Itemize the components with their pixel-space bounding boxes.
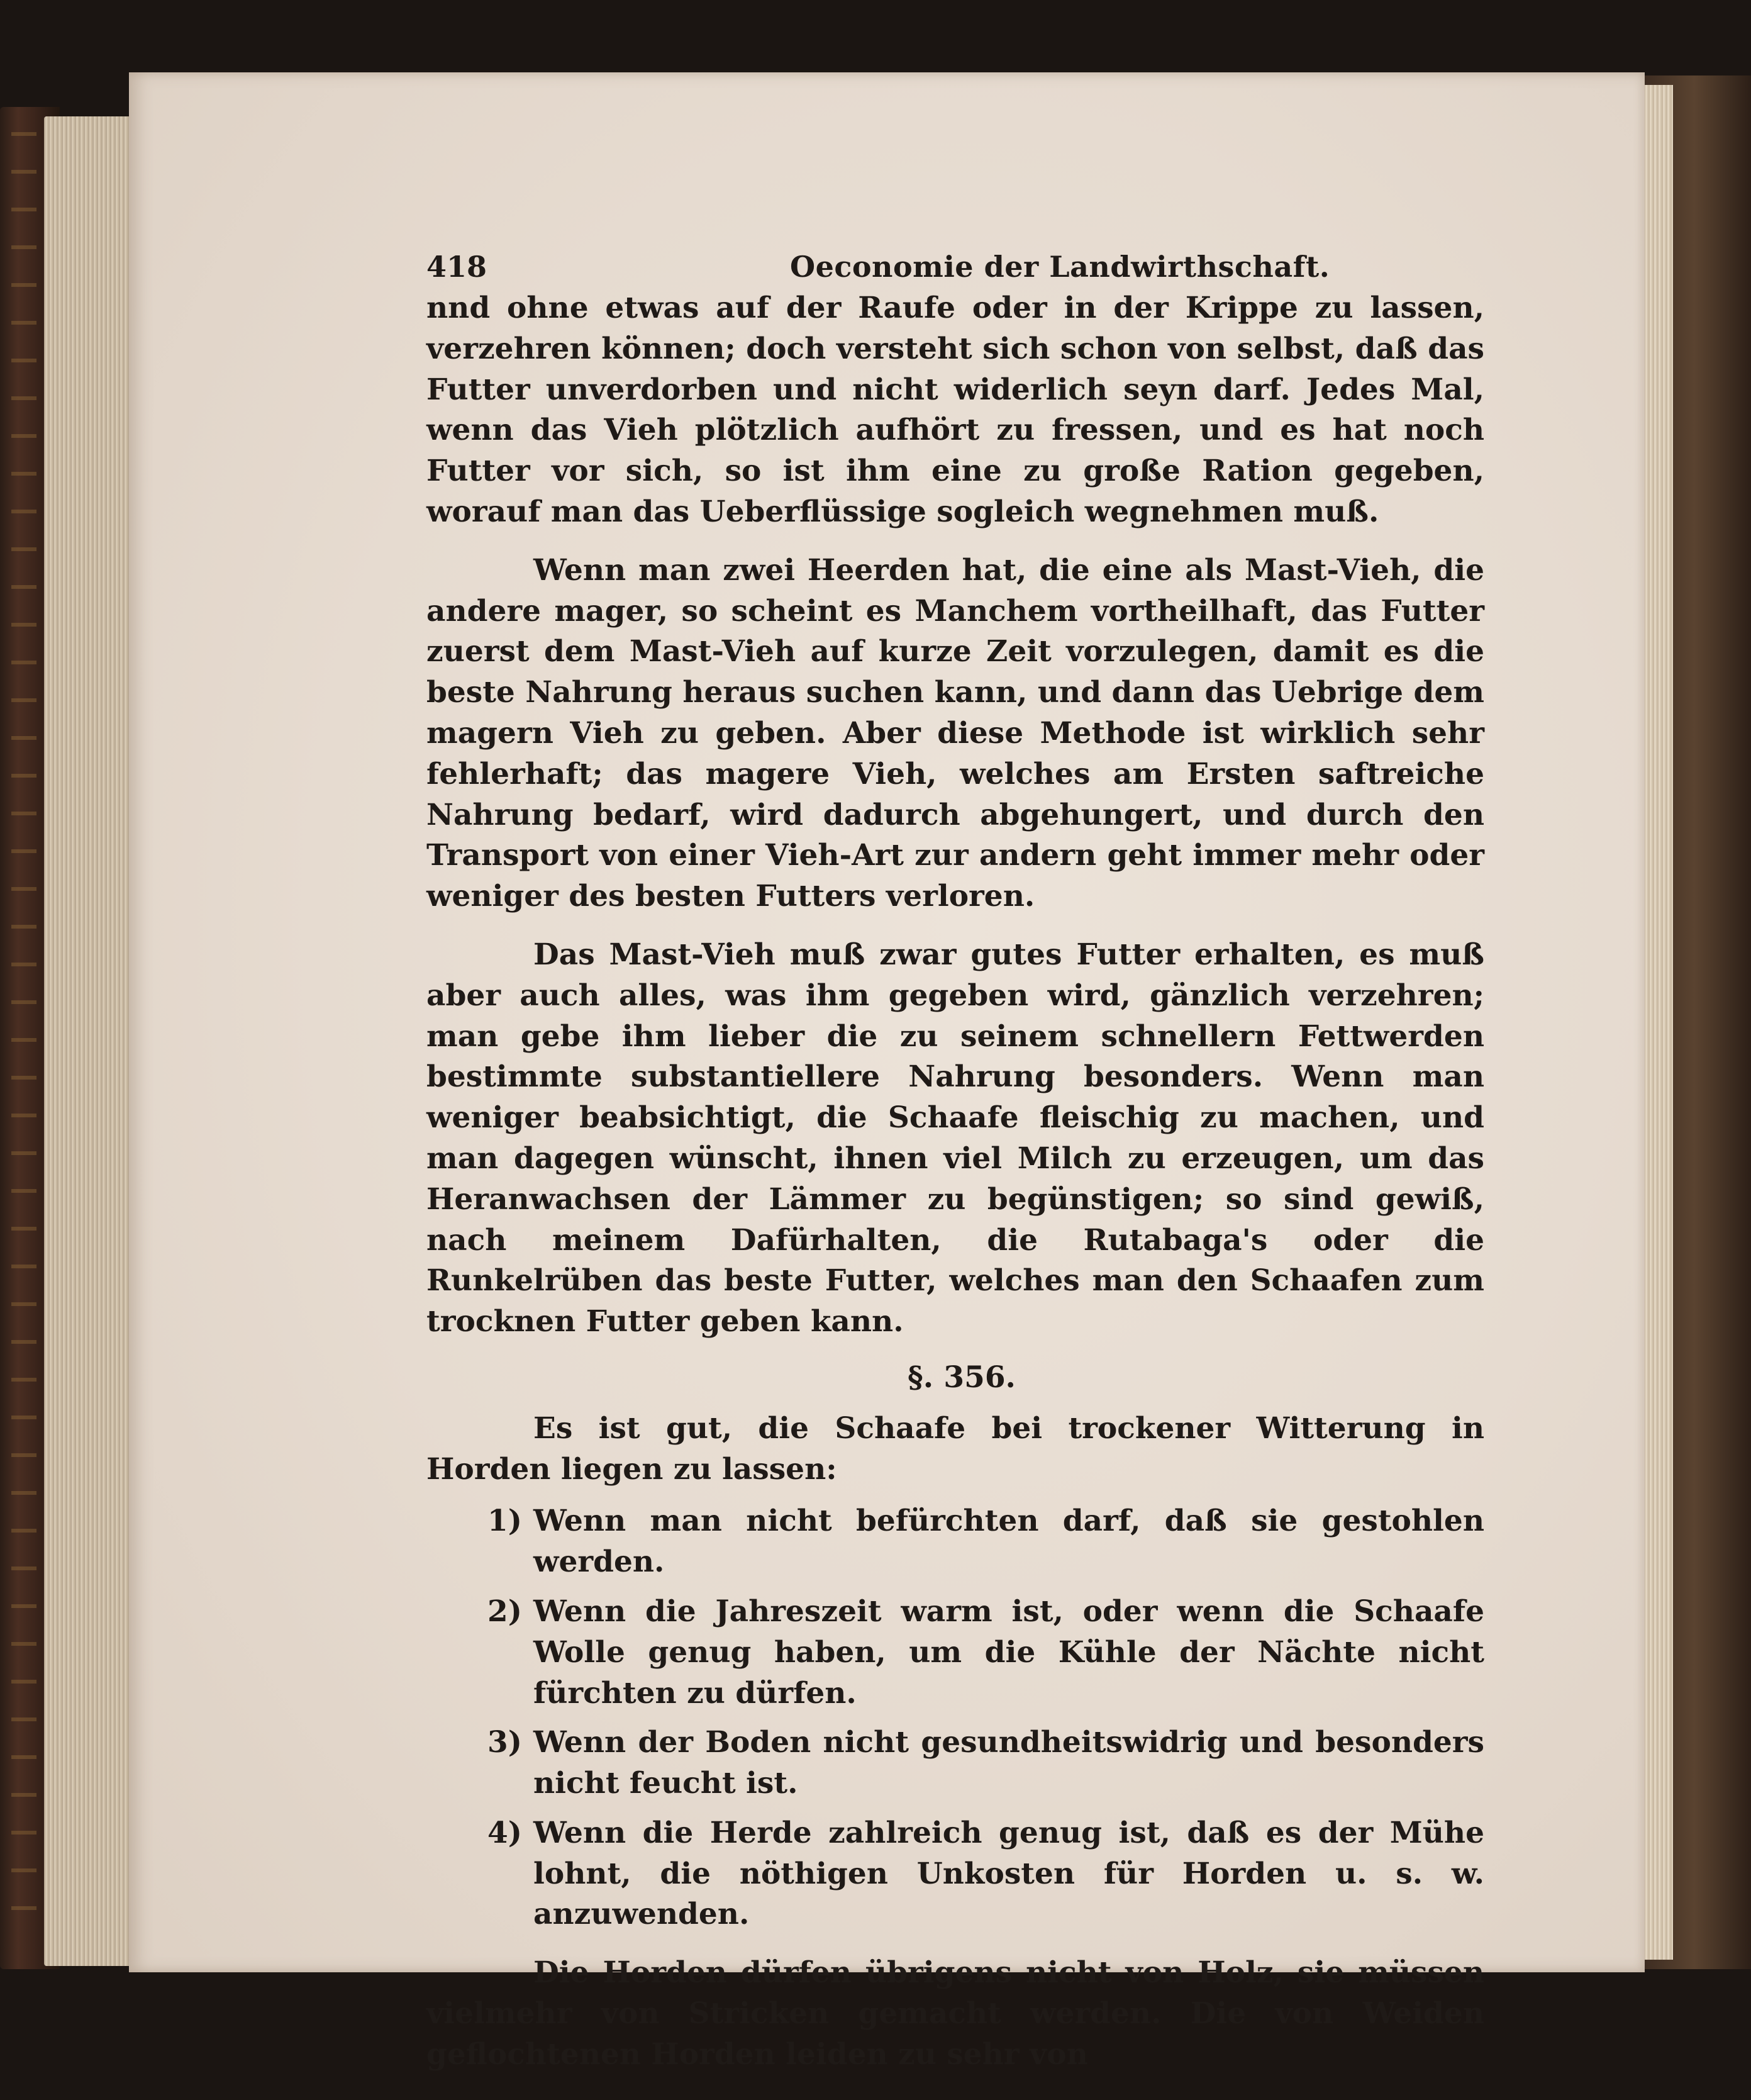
list-item-text: Wenn der Boden nicht gesundheitswidrig und besonders nicht feucht ist. (533, 1725, 1484, 1801)
paragraph-4: Es ist gut, die Schaafe bei trockener Witterung in Horden liegen zu lassen: (426, 1410, 1484, 1487)
paragraph-2: Wenn man zwei Heerden hat, die eine als Mast-Vieh, die andere mager, so scheint es Manchem vortheilhaft, das Futter zuerst dem Mast-Vieh auf kurze Zeit vorzulegen, damit es die beste Nahrung heraus suchen kann, und dann das Uebrige dem magern Vieh zu geben. Aber diese Methode ist wirklich sehr fehlerhaft; das magere Vieh, welches am Ersten saftreiche Nahrung bedarf, wird dadurch abgehungert, und durch den Transport von einer Vieh-Art zur andern geht immer mehr oder weniger des besten Futters verloren. (426, 552, 1484, 914)
list-item-number: 1) (487, 1504, 522, 1539)
list-item (426, 1723, 1484, 1804)
list-item-text: Wenn man nicht befürchten darf, daß sie gestohlen werden. (533, 1504, 1484, 1580)
list-item-number: 4) (487, 1815, 522, 1850)
list-item-number: 2) (487, 1594, 522, 1629)
paragraph-1: nnd ohne etwas auf der Raufe oder in der Krippe zu lassen, verzehren können; doch versteht sich schon von selbst, daß das Futter unverdorben und nicht widerlich seyn darf. Jedes Mal, wenn das Vieh plötzlich aufhört zu fressen, und es hat noch Futter vor sich, so ist ihm eine zu große Ration gegeben, worauf man das Ueberflüssige sogleich wegnehmen muß. (426, 291, 1484, 529)
paragraph-3: Das Mast-Vieh muß zwar gutes Futter erhalten, es muß aber auch alles, was ihm gegeben wird, gänzlich verzehren; man gebe ihm lieber die zu seinem schnellern Fettwerden bestimmte substantiellere Nahrung besonders. Wenn man weniger beabsichtigt, die Schaafe fleischig zu machen, und man dagegen wünscht, ihnen viel Milch zu erzeugen, um das Heranwachsen der Lämmer zu begünstigen; so sind gewiß, nach meinem Dafürhalten, die Rutabaga's oder die Runkelrüben das beste Futter, welches man den Schaafen zum trocknen Futter geben kann. (426, 937, 1484, 1339)
list-item-text: Wenn die Jahreszeit warm ist, oder wenn die Schaafe Wolle genug haben, um die Kühle der Nächte nicht fürchten zu dürfen. (533, 1594, 1484, 1711)
paragraph-5: Die Horden dürfen übrigens nicht von Holz, sie müssen vielmehr von Stricken gemacht werden. Die von Weiden geflochtenen Horden leiden zu sehr von (426, 1955, 1484, 2072)
list-item (426, 1501, 1484, 1583)
section-heading: §. 356. (908, 1360, 1016, 1395)
list-item (426, 1592, 1484, 1714)
page-text (426, 247, 1484, 2075)
list-item (426, 1813, 1484, 1935)
page-number: 418 (426, 250, 487, 284)
list-item-number: 3) (487, 1725, 522, 1760)
numbered-list (426, 1501, 1484, 1935)
page-header (426, 247, 1484, 284)
list-item-text: Wenn die Herde zahlreich genug ist, daß es der Mühe lohnt, die nöthigen Unkosten für Horden u. s. w. anzuwenden. (533, 1815, 1484, 1932)
page-edges-left (44, 116, 138, 1966)
running-title: Oeconomie der Landwirthschaft. (790, 250, 1330, 284)
